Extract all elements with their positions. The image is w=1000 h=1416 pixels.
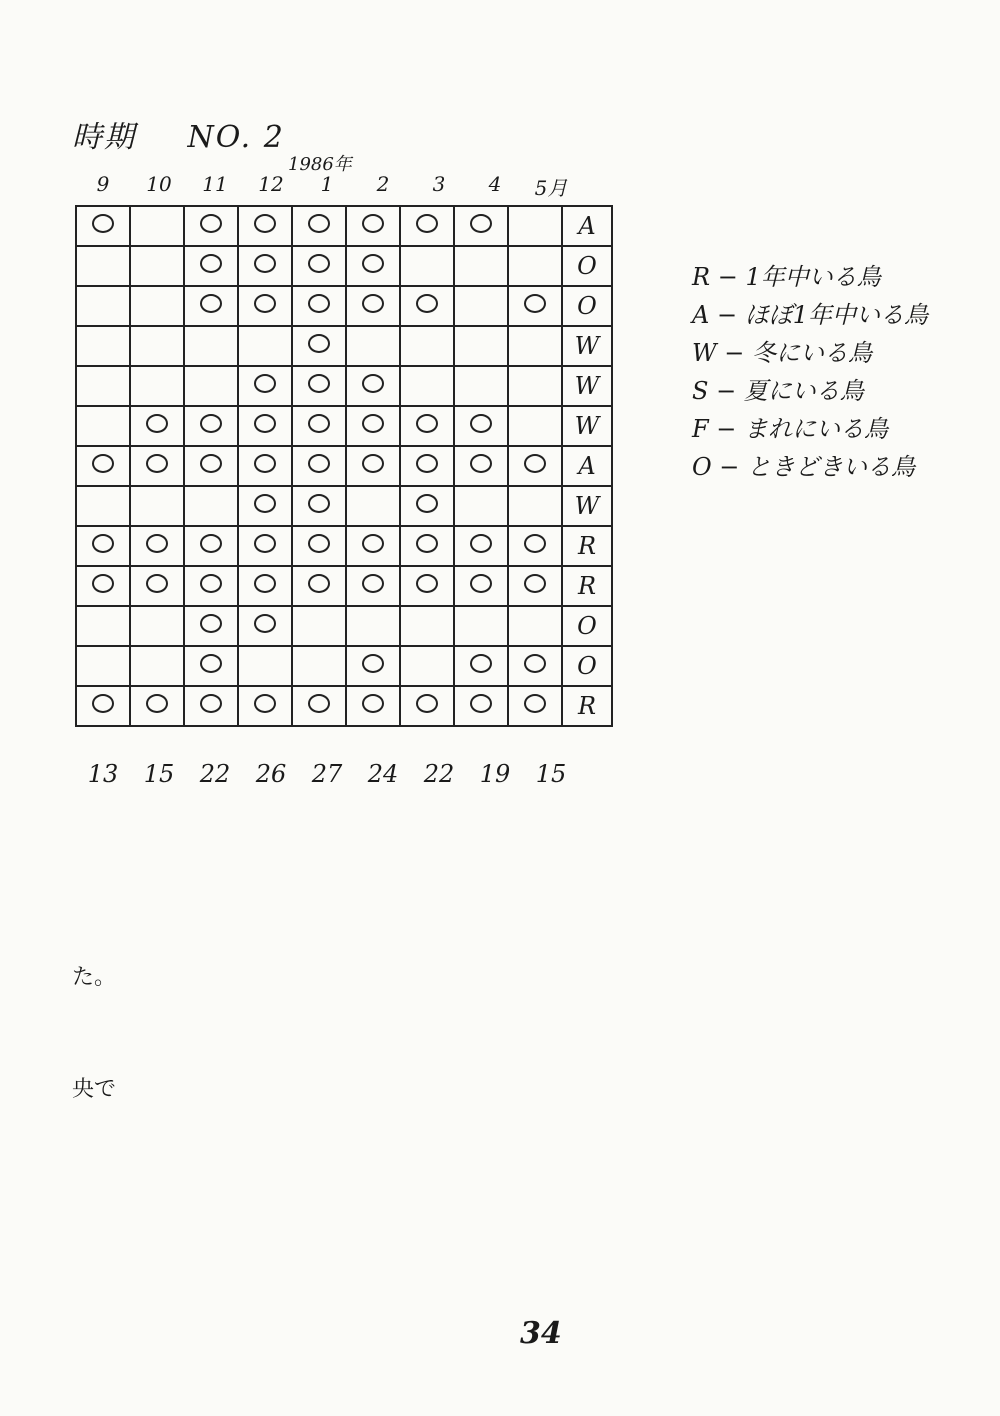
grid-cell xyxy=(400,366,454,406)
presence-mark xyxy=(362,574,384,593)
grid-cell xyxy=(238,246,292,286)
presence-mark xyxy=(146,454,168,473)
presence-mark xyxy=(524,654,546,673)
grid-cell xyxy=(130,326,184,366)
grid-cell xyxy=(454,606,508,646)
column-total: 22 xyxy=(423,760,455,788)
grid-cell xyxy=(400,326,454,366)
presence-mark xyxy=(416,294,438,313)
grid-cell xyxy=(400,486,454,526)
page-number: 34 xyxy=(520,1316,562,1351)
presence-mark xyxy=(362,414,384,433)
grid-cell xyxy=(508,446,562,486)
presence-mark xyxy=(200,614,222,633)
grid-cell xyxy=(292,486,346,526)
presence-mark xyxy=(92,454,114,473)
grid-cell xyxy=(76,206,130,246)
category-cell: W xyxy=(562,326,612,366)
presence-mark xyxy=(200,414,222,433)
category-cell: R xyxy=(562,526,612,566)
month-label: 2 xyxy=(376,172,390,196)
presence-mark xyxy=(200,214,222,233)
grid-cell xyxy=(346,406,400,446)
grid-cell xyxy=(454,326,508,366)
grid-cell xyxy=(76,406,130,446)
title-label: 時期 xyxy=(72,120,136,155)
presence-mark xyxy=(416,454,438,473)
column-total: 22 xyxy=(199,760,231,788)
presence-mark xyxy=(146,694,168,713)
grid-cell xyxy=(130,526,184,566)
grid-cell xyxy=(238,406,292,446)
grid-cell xyxy=(238,366,292,406)
year-label: 1986年 xyxy=(288,154,352,175)
grid-cell xyxy=(238,286,292,326)
grid-cell xyxy=(238,686,292,726)
presence-mark xyxy=(362,254,384,273)
text-fragment-1: た。 xyxy=(72,965,117,990)
grid-cell xyxy=(400,686,454,726)
presence-mark xyxy=(362,534,384,553)
presence-mark xyxy=(92,694,114,713)
presence-mark xyxy=(200,694,222,713)
table-row xyxy=(76,206,612,246)
presence-mark xyxy=(362,454,384,473)
grid-cell xyxy=(76,486,130,526)
grid-cell xyxy=(292,606,346,646)
grid-cell xyxy=(346,606,400,646)
grid-cell xyxy=(184,566,238,606)
presence-mark xyxy=(362,374,384,393)
presence-mark xyxy=(254,574,276,593)
presence-mark xyxy=(254,694,276,713)
month-label: 9 xyxy=(96,172,110,196)
presence-mark xyxy=(416,494,438,513)
presence-mark xyxy=(416,214,438,233)
presence-mark xyxy=(470,654,492,673)
grid-cell xyxy=(292,646,346,686)
column-total: 26 xyxy=(255,760,287,788)
grid-cell xyxy=(76,286,130,326)
grid-cell xyxy=(508,606,562,646)
presence-mark xyxy=(308,494,330,513)
grid-cell xyxy=(238,526,292,566)
grid-cell xyxy=(508,366,562,406)
grid-cell xyxy=(454,366,508,406)
grid-cell xyxy=(400,286,454,326)
presence-mark xyxy=(416,694,438,713)
presence-mark xyxy=(362,214,384,233)
presence-mark xyxy=(254,614,276,633)
presence-mark xyxy=(416,574,438,593)
table-row xyxy=(76,406,612,446)
presence-mark xyxy=(200,534,222,553)
grid-cell xyxy=(130,646,184,686)
grid-cell xyxy=(400,566,454,606)
presence-mark xyxy=(254,494,276,513)
presence-mark xyxy=(254,374,276,393)
category-cell: A xyxy=(562,446,612,486)
column-total: 13 xyxy=(87,760,119,788)
table-row xyxy=(76,366,612,406)
grid-cell xyxy=(508,206,562,246)
grid-cell xyxy=(292,246,346,286)
table-row xyxy=(76,526,612,566)
presence-mark xyxy=(470,214,492,233)
grid-cell xyxy=(292,366,346,406)
presence-mark xyxy=(470,534,492,553)
grid-cell xyxy=(76,646,130,686)
table-row xyxy=(76,606,612,646)
grid-cell xyxy=(508,286,562,326)
category-cell: R xyxy=(562,566,612,606)
legend-item: O − ときどきいる鳥 xyxy=(692,453,916,481)
presence-mark xyxy=(254,254,276,273)
column-total: 15 xyxy=(535,760,567,788)
presence-mark xyxy=(308,374,330,393)
grid-cell xyxy=(184,326,238,366)
grid-cell xyxy=(346,286,400,326)
grid-cell xyxy=(508,326,562,366)
grid-cell xyxy=(454,406,508,446)
grid-cell xyxy=(292,566,346,606)
grid-cell xyxy=(346,446,400,486)
grid-cell xyxy=(184,646,238,686)
grid-cell xyxy=(184,526,238,566)
presence-mark xyxy=(470,454,492,473)
table-row xyxy=(76,566,612,606)
grid-cell xyxy=(292,206,346,246)
grid-cell xyxy=(400,406,454,446)
presence-mark xyxy=(362,694,384,713)
grid-cell xyxy=(130,486,184,526)
legend-item: W − 冬にいる鳥 xyxy=(692,339,873,367)
presence-mark xyxy=(524,454,546,473)
column-total: 24 xyxy=(367,760,399,788)
presence-mark xyxy=(200,254,222,273)
grid-cell xyxy=(238,566,292,606)
presence-mark xyxy=(92,574,114,593)
grid-cell xyxy=(508,566,562,606)
presence-mark xyxy=(308,334,330,353)
legend-item: R − 1年中いる鳥 xyxy=(692,263,881,291)
table-row xyxy=(76,646,612,686)
grid-cell xyxy=(454,566,508,606)
grid-cell xyxy=(346,486,400,526)
presence-mark xyxy=(308,214,330,233)
grid-cell xyxy=(454,446,508,486)
grid-cell xyxy=(130,686,184,726)
grid-cell xyxy=(454,206,508,246)
grid-cell xyxy=(184,686,238,726)
grid-cell xyxy=(346,566,400,606)
grid-cell xyxy=(346,206,400,246)
grid-cell xyxy=(454,286,508,326)
table-row xyxy=(76,446,612,486)
grid-cell xyxy=(346,326,400,366)
grid-cell xyxy=(184,446,238,486)
table-row xyxy=(76,686,612,726)
grid-cell xyxy=(76,246,130,286)
grid-cell xyxy=(292,286,346,326)
presence-mark xyxy=(92,214,114,233)
presence-mark xyxy=(362,654,384,673)
grid-cell xyxy=(238,206,292,246)
presence-mark xyxy=(200,574,222,593)
table-row xyxy=(76,486,612,526)
grid-cell xyxy=(76,566,130,606)
presence-mark xyxy=(524,294,546,313)
grid-cell xyxy=(454,246,508,286)
presence-mark xyxy=(254,454,276,473)
presence-mark xyxy=(308,694,330,713)
presence-mark xyxy=(254,214,276,233)
presence-mark xyxy=(200,294,222,313)
grid-cell xyxy=(346,646,400,686)
bird-season-table xyxy=(75,205,613,727)
grid-cell xyxy=(292,406,346,446)
grid-cell xyxy=(238,486,292,526)
presence-mark xyxy=(470,414,492,433)
grid-cell xyxy=(238,606,292,646)
legend-item: F − まれにいる鳥 xyxy=(692,415,889,443)
presence-mark xyxy=(470,574,492,593)
table-row xyxy=(76,286,612,326)
legend-item: S − 夏にいる鳥 xyxy=(692,377,864,405)
title-number: NO. 2 xyxy=(187,120,285,155)
presence-mark xyxy=(308,254,330,273)
grid-cell xyxy=(130,206,184,246)
grid-cell xyxy=(130,566,184,606)
grid-cell xyxy=(130,246,184,286)
presence-mark xyxy=(524,694,546,713)
grid-cell xyxy=(292,526,346,566)
text-fragment-2: 央で xyxy=(72,1077,117,1102)
presence-mark xyxy=(416,534,438,553)
month-label: 3 xyxy=(432,172,446,196)
presence-mark xyxy=(524,574,546,593)
month-label: 12 xyxy=(258,172,284,196)
grid-cell xyxy=(76,686,130,726)
grid-cell xyxy=(346,526,400,566)
grid-cell xyxy=(508,526,562,566)
grid-cell xyxy=(454,526,508,566)
column-total: 15 xyxy=(143,760,175,788)
presence-mark xyxy=(308,574,330,593)
presence-mark xyxy=(254,414,276,433)
grid-cell xyxy=(76,606,130,646)
grid-cell xyxy=(130,446,184,486)
category-cell: O xyxy=(562,646,612,686)
grid-cell xyxy=(184,206,238,246)
presence-mark xyxy=(308,454,330,473)
grid-cell xyxy=(400,246,454,286)
grid-cell xyxy=(400,526,454,566)
grid-cell xyxy=(346,246,400,286)
column-total: 19 xyxy=(479,760,511,788)
category-cell: O xyxy=(562,286,612,326)
grid-cell xyxy=(184,606,238,646)
grid-cell xyxy=(184,366,238,406)
presence-mark xyxy=(200,454,222,473)
grid-cell xyxy=(508,246,562,286)
presence-mark xyxy=(308,414,330,433)
month-label: 4 xyxy=(488,172,502,196)
grid-cell xyxy=(292,686,346,726)
grid-cell xyxy=(184,406,238,446)
presence-mark xyxy=(146,534,168,553)
grid-cell xyxy=(454,486,508,526)
grid-cell xyxy=(400,206,454,246)
presence-mark xyxy=(308,534,330,553)
category-cell: W xyxy=(562,406,612,446)
month-label: 1 xyxy=(320,172,334,196)
presence-mark xyxy=(308,294,330,313)
grid-cell xyxy=(76,446,130,486)
category-cell: O xyxy=(562,606,612,646)
presence-mark xyxy=(254,294,276,313)
month-label: 11 xyxy=(202,172,228,196)
presence-mark xyxy=(254,534,276,553)
grid-cell xyxy=(238,646,292,686)
category-cell: W xyxy=(562,366,612,406)
presence-mark xyxy=(470,694,492,713)
category-cell: O xyxy=(562,246,612,286)
grid-cell xyxy=(184,246,238,286)
month-label: 10 xyxy=(146,172,172,196)
grid-cell xyxy=(130,406,184,446)
grid-cell xyxy=(508,406,562,446)
grid-cell xyxy=(400,646,454,686)
grid-cell xyxy=(238,326,292,366)
presence-mark xyxy=(416,414,438,433)
grid-cell xyxy=(454,646,508,686)
grid-cell xyxy=(184,486,238,526)
grid-cell xyxy=(508,686,562,726)
table-row xyxy=(76,326,612,366)
grid-cell xyxy=(400,606,454,646)
grid-cell xyxy=(130,366,184,406)
legend-item: A − ほぼ1年中いる鳥 xyxy=(692,301,928,329)
grid-cell xyxy=(508,646,562,686)
grid-cell xyxy=(130,286,184,326)
grid-cell xyxy=(130,606,184,646)
presence-mark xyxy=(92,534,114,553)
grid-cell xyxy=(184,286,238,326)
grid-cell xyxy=(76,366,130,406)
presence-mark xyxy=(146,414,168,433)
month-label: 5月 xyxy=(534,176,568,200)
grid-cell xyxy=(292,326,346,366)
grid-cell xyxy=(76,326,130,366)
grid-cell xyxy=(400,446,454,486)
grid-cell xyxy=(508,486,562,526)
grid-cell xyxy=(238,446,292,486)
grid-cell xyxy=(76,526,130,566)
legend xyxy=(692,258,928,486)
column-total: 27 xyxy=(311,760,343,788)
category-cell: A xyxy=(562,206,612,246)
table-row xyxy=(76,246,612,286)
grid-cell xyxy=(292,446,346,486)
grid-cell xyxy=(346,686,400,726)
grid-cell xyxy=(346,366,400,406)
presence-mark xyxy=(524,534,546,553)
grid-cell xyxy=(454,686,508,726)
presence-mark xyxy=(146,574,168,593)
presence-mark xyxy=(362,294,384,313)
category-cell: R xyxy=(562,686,612,726)
presence-mark xyxy=(200,654,222,673)
category-cell: W xyxy=(562,486,612,526)
